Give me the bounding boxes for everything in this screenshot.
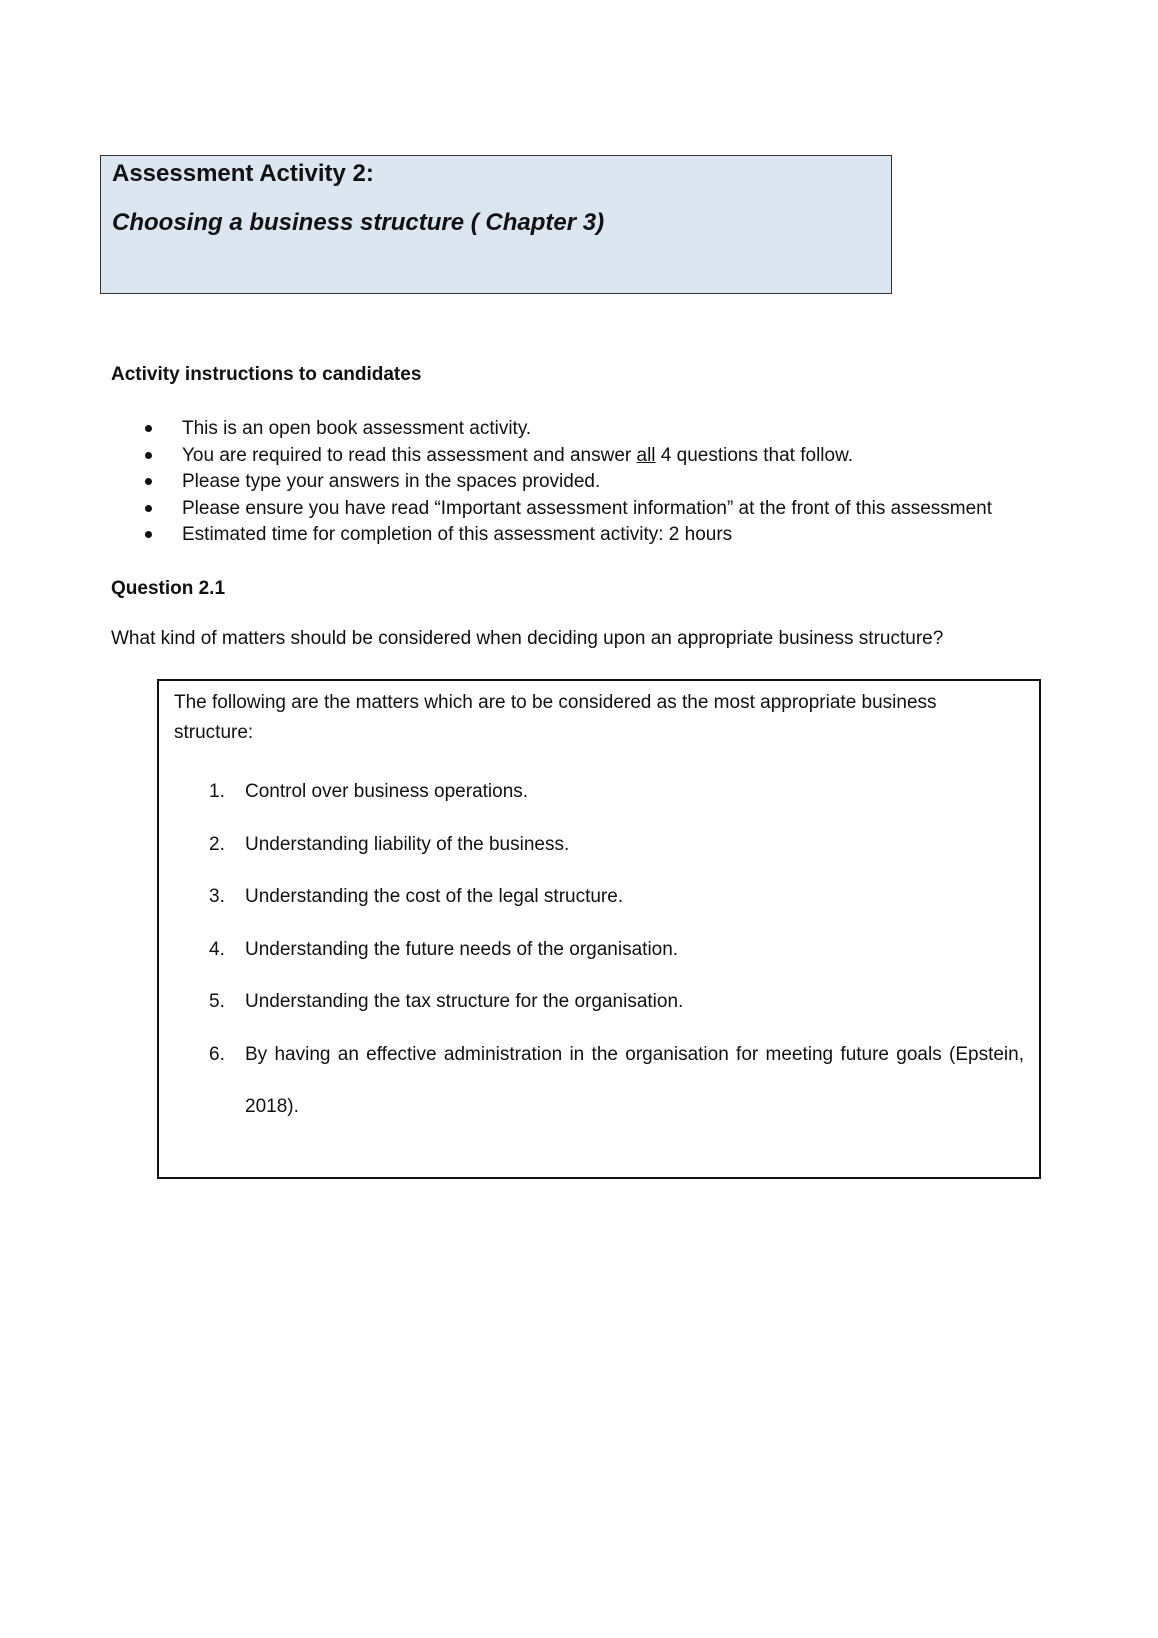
activity-subtitle: Choosing a business structure ( Chapter 3)	[112, 209, 605, 236]
question-heading: Question 2.1	[111, 578, 226, 599]
answer-item-number: 5.	[209, 991, 225, 1012]
answer-item	[159, 1029, 1039, 1134]
instruction-text: Please type your answers in the spaces provided.	[182, 471, 601, 492]
instructions-list	[111, 416, 992, 549]
answer-item-text: By having an effective administration in the organisation for meeting future goals (Epstein, 2018).	[245, 1043, 1024, 1117]
instruction-item	[111, 522, 992, 549]
bullet-icon	[145, 505, 152, 512]
answer-item	[159, 976, 1039, 1029]
answer-item-text: Understanding the cost of the legal structure.	[245, 886, 624, 907]
bullet-icon	[145, 452, 152, 459]
instruction-text-start: You are required to read this assessment and answer	[182, 444, 637, 466]
answer-item	[159, 819, 1039, 872]
answer-item	[159, 766, 1039, 819]
instruction-underlined-word: all	[636, 444, 656, 466]
answer-item-number: 2.	[209, 833, 225, 855]
bullet-icon	[145, 531, 152, 538]
answer-box[interactable]	[157, 679, 1041, 1179]
instruction-item	[111, 443, 992, 470]
answer-item-text: Understanding the future needs of the organisation.	[245, 938, 679, 960]
instruction-item	[111, 469, 992, 496]
answer-item-text: Understanding liability of the business.	[245, 833, 570, 855]
instruction-item	[111, 496, 992, 523]
question-text: What kind of matters should be considered when deciding upon an appropriate business structure?	[111, 628, 944, 649]
answer-item	[159, 924, 1039, 977]
answer-item-number: 1.	[209, 781, 225, 802]
answer-list	[159, 766, 1039, 1134]
instruction-text: Estimated time for completion of this assessment activity: 2 hours	[182, 524, 733, 545]
answer-item-number: 6.	[209, 1043, 225, 1065]
instruction-item	[111, 416, 992, 443]
answer-item	[159, 871, 1039, 924]
instructions-heading: Activity instructions to candidates	[111, 364, 422, 385]
answer-intro: The following are the matters which are to be considered as the most appropriate business structure:	[174, 692, 937, 743]
bullet-icon	[145, 425, 152, 432]
activity-title: Assessment Activity 2:	[112, 160, 374, 187]
answer-item-text: Understanding the tax structure for the organisation.	[245, 991, 684, 1012]
activity-title-box	[100, 155, 892, 294]
instruction-text-end: 4 questions that follow.	[655, 444, 854, 466]
instruction-text: This is an open book assessment activity.	[182, 418, 532, 439]
bullet-icon	[145, 478, 152, 485]
answer-item-number: 3.	[209, 886, 225, 907]
answer-item-number: 4.	[209, 938, 225, 960]
answer-item-text: Control over business operations.	[245, 781, 529, 802]
instruction-text: Please ensure you have read “Important assessment information” at the front of this assessment	[182, 497, 993, 519]
